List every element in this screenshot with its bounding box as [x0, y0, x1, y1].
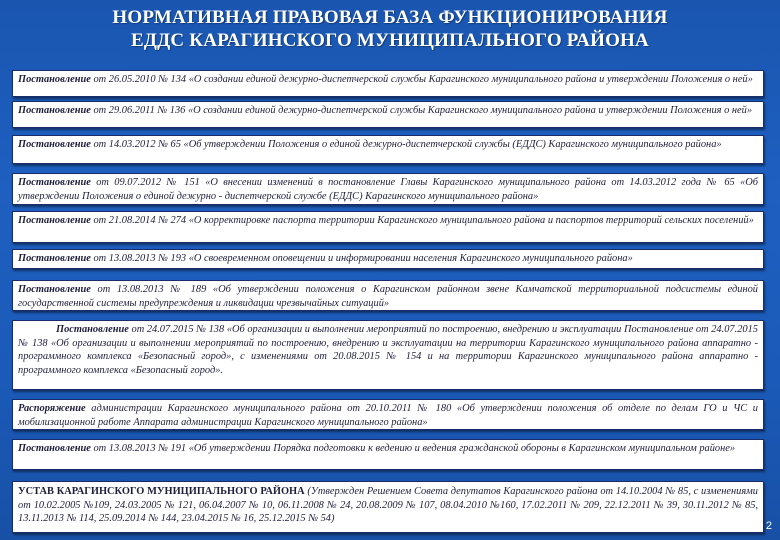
- document-item: [12, 439, 764, 470]
- document-kind: Постановление: [18, 177, 91, 188]
- document-text: от 24.07.2015 № 138 «Об организации и выполнении мероприятий по построению, внедрению и эксплуатации Постановление от 24.07.2015 № 138 «Об организации и выполнении мероприятий по построению, внедрению и эксплуатации на территории Карагинского муниципального района аппаратно - программного комплекса «Безопасный город», с изменениями от 20.08.2015 № 154 и на территории Карагинского муниципального района аппаратно - программного комплекса «Безопасный город».: [18, 324, 758, 376]
- document-item: [12, 211, 764, 243]
- document-kind: Постановление: [18, 105, 91, 116]
- document-kind: Постановление: [56, 324, 129, 335]
- document-item: [12, 173, 764, 205]
- document-item: [12, 135, 764, 164]
- document-text: от 09.07.2012 № 151 «О внесении изменений в постановление Главы Карагинского муниципального района от 14.03.2012 года № 65 «Об утверждении Положения о единой дежурно - диспетчерской службе (ЕДДС) Карагинского муниципального района»: [18, 177, 758, 202]
- document-kind: Постановление: [18, 139, 91, 150]
- document-item: [12, 249, 764, 269]
- document-kind: Постановление: [18, 74, 91, 85]
- ustav-heading: УСТАВ КАРАГИНСКОГО МУНИЦИПАЛЬНОГО РАЙОНА: [18, 486, 305, 497]
- document-text: от 26.05.2010 № 134 «О создании единой дежурно-диспетчерской службы Карагинского муниципального района и утверждении Положения о ней»: [90, 74, 753, 85]
- page-number: 2: [765, 520, 772, 532]
- document-text: администрации Карагинского муниципального района от 20.10.2011 № 180 «Об утверждении положения об отделе по делам ГО и ЧС и мобилизационной работе Аппарата администрации Карагинского муниципального района»: [18, 403, 758, 428]
- ustav-text: (Утвержден Решением Совета депутатов Карагинского района от 14.10.2004 № 85, с изменениями от 10.02.2005 №109, 24.03.2005 № 121, 06.04.2007 № 10, 06.11.2008 № 24, 20.08.2009 № 107, 08.04.2010 №160, 17.02.2011 № 209, 22.12.2011 № 39, 30.11.2012 № 85, 13.11.2013 № 114, 25.09.2014 № 144, 23.04.2015 № 16, 25.12.2015 № 54): [18, 486, 759, 524]
- document-kind: Постановление: [18, 443, 91, 454]
- document-text: от 29.06.2011 № 136 «О создании единой дежурно-диспетчерской службы Карагинского муниципального района и утверждении Положения о ней»: [90, 105, 753, 116]
- ustav-item: [12, 481, 764, 533]
- document-kind: Постановление: [18, 215, 91, 226]
- document-item: [12, 70, 764, 97]
- title-line-1: НОРМАТИВНАЯ ПРАВОВАЯ БАЗА ФУНКЦИОНИРОВАНИЯ: [112, 7, 668, 28]
- title-line-2: ЕДДС КАРАГИНСКОГО МУНИЦИПАЛЬНОГО РАЙОНА: [131, 30, 649, 51]
- document-item: [12, 399, 764, 430]
- document-item: [12, 320, 764, 390]
- document-kind: Распоряжение: [18, 403, 86, 414]
- document-text: от 13.08.2013 № 191 «Об утверждении Порядка подготовки к ведению и ведения гражданской обороны в Карагинском муниципальном районе»: [90, 443, 736, 454]
- document-item: [12, 101, 764, 128]
- document-text: от 21.08.2014 № 274 «О корректировке паспорта территории Карагинского муниципального района и паспортов территорий сельских поселений»: [90, 215, 754, 226]
- document-text: от 13.08.2013 № 189 «Об утверждении положения о Карагинском районном звене Камчатской территориальной подсистемы единой государственной системы предупреждения и ликвидации чрезвычайных ситуаций»: [18, 284, 758, 309]
- page-title: [0, 6, 780, 52]
- document-kind: Постановление: [18, 284, 91, 295]
- document-text: от 14.03.2012 № 65 «Об утверждении Положения о единой дежурно-диспетчерской службы (ЕДДС) Карагинского муниципального района»: [90, 139, 722, 150]
- document-kind: Постановление: [18, 253, 91, 264]
- document-text: от 13.08.2013 № 193 «О своевременном оповещении и информировании населения Карагинского муниципального района»: [90, 253, 633, 264]
- document-item: [12, 280, 764, 311]
